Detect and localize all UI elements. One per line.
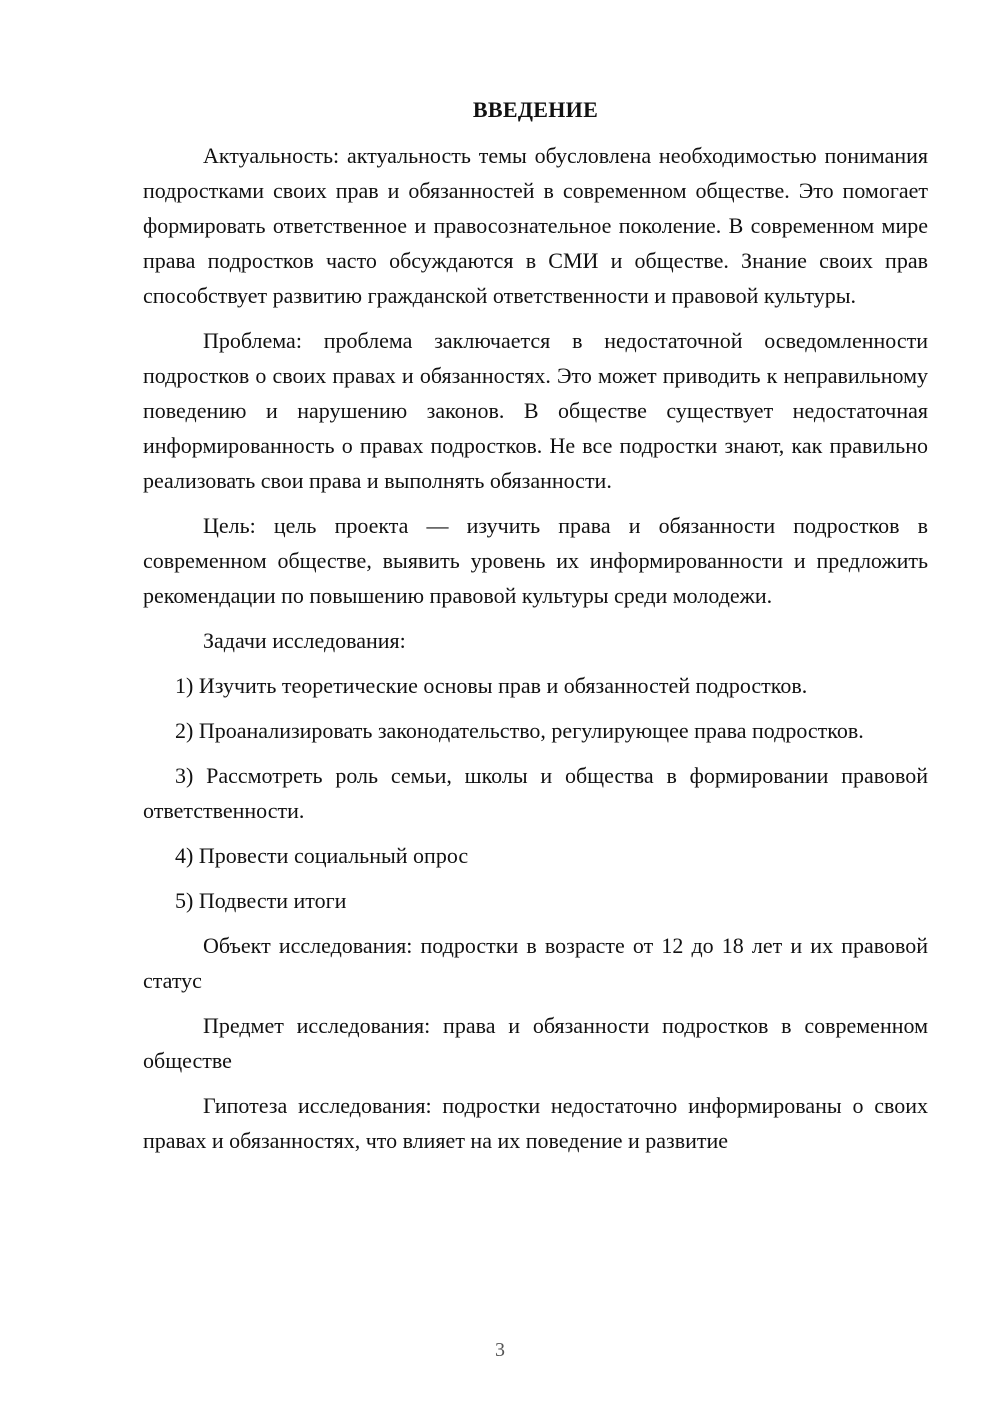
- paragraph-tasks-heading: Задачи исследования:: [203, 628, 406, 653]
- list-item-task-1: 1) Изучить теоретические основы прав и обязанностей подростков.: [175, 673, 808, 698]
- list-item-task-3: 3) Рассмотреть роль семьи, школы и общества в формировании правовой ответственности.: [143, 763, 928, 823]
- paragraph-subject: Предмет исследования: права и обязанности подростков в современном обществе: [143, 1013, 928, 1073]
- list-item-task-2: 2) Проанализировать законодательство, регулирующее права подростков.: [175, 718, 864, 743]
- page-content: [143, 92, 928, 1168]
- page-number: 3: [495, 1339, 505, 1361]
- paragraph-problem: Проблема: проблема заключается в недостаточной осведомленности подростков о своих правах и обязанностях. Это может приводить к неправильному поведению и нарушению законов. В обществе существует недостаточная информированность о правах подростков. Не все подростки знают, как правильно реализовать свои права и выполнять обязанности.: [143, 328, 928, 493]
- paragraph-goal: Цель: цель проекта — изучить права и обязанности подростков в современном обществе, выявить уровень их информированности и предложить рекомендации по повышению правовой культуры среди молодежи.: [143, 513, 928, 608]
- list-item-task-5: 5) Подвести итоги: [175, 888, 347, 913]
- paragraph-object: Объект исследования: подростки в возрасте от 12 до 18 лет и их правовой статус: [143, 933, 928, 993]
- paragraph-relevance: Актуальность: актуальность темы обусловлена необходимостью понимания подростками своих прав и обязанностей в современном обществе. Это помогает формировать ответственное и правосознательное поколение. В современном мире права подростков часто обсуждаются в СМИ и обществе. Знание своих прав способствует развитию гражданской ответственности и правовой культуры.: [143, 143, 928, 308]
- paragraph-hypothesis: Гипотеза исследования: подростки недостаточно информированы о своих правах и обязанностях, что влияет на их поведение и развитие: [143, 1093, 928, 1153]
- page-title: ВВЕДЕНИЕ: [472, 97, 599, 122]
- list-item-task-4: 4) Провести социальный опрос: [175, 843, 469, 868]
